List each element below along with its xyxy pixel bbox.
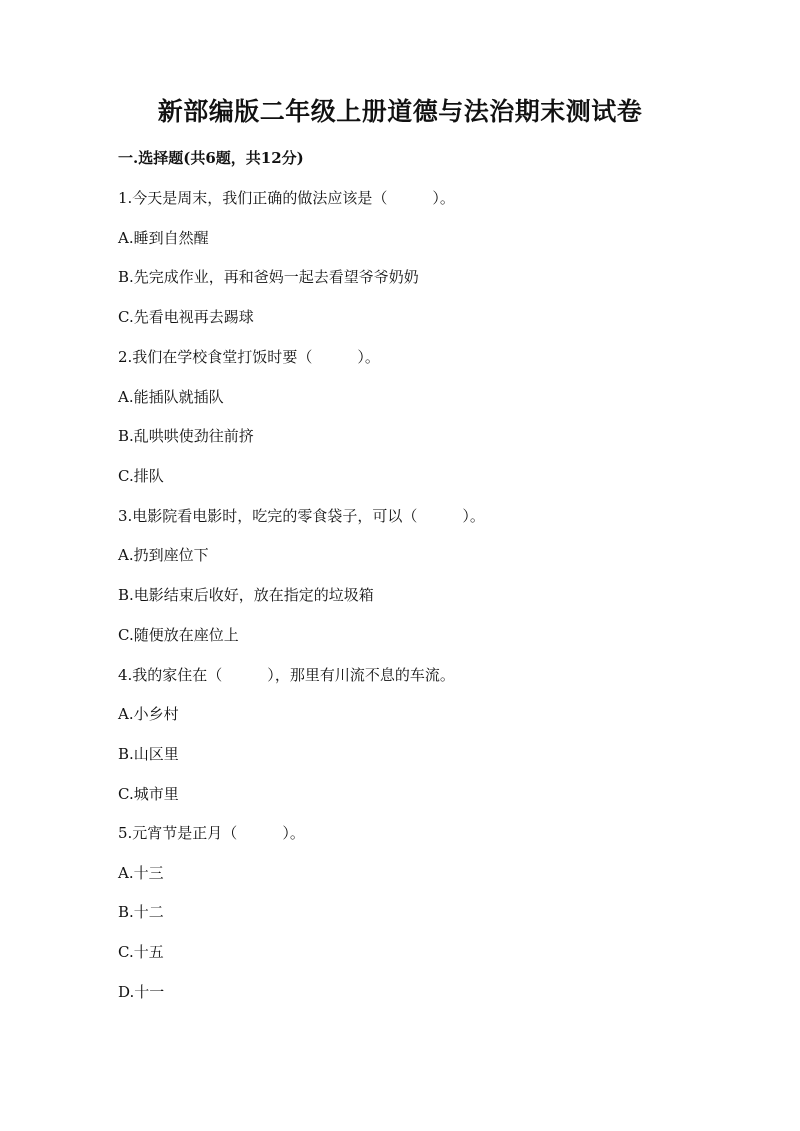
question-2-option-b: B.乱哄哄使劲往前挤 [118, 427, 254, 445]
question-4-option-b: B.山区里 [118, 745, 179, 763]
question-4-option-c: C.城市里 [118, 785, 179, 803]
question-3-option-a: A.扔到座位下 [118, 546, 209, 564]
question-5-option-b: B.十二 [118, 903, 164, 921]
question-1-option-b: B.先完成作业，再和爸妈一起去看望爷爷奶奶 [118, 268, 419, 286]
question-3-stem: 3.电影院看电影时，吃完的零食袋子，可以（ ）。 [118, 507, 485, 525]
question-3-option-b: B.电影结束后收好，放在指定的垃圾箱 [118, 586, 374, 604]
question-1-option-c: C.先看电视再去踢球 [118, 308, 254, 326]
question-1-stem: 1.今天是周末，我们正确的做法应该是（ ）。 [118, 189, 455, 207]
question-4-stem: 4.我的家住在（ ），那里有川流不息的车流。 [118, 666, 455, 684]
question-5-option-d: D.十一 [118, 983, 165, 1001]
question-2-option-c: C.排队 [118, 467, 164, 485]
question-5-stem: 5.元宵节是正月（ ）。 [118, 824, 305, 842]
question-2-stem: 2.我们在学校食堂打饭时要（ ）。 [118, 348, 380, 366]
section-heading: 一.选择题(共6题，共12分) [118, 149, 304, 167]
question-2-option-a: A.能插队就插队 [118, 388, 224, 406]
question-4-option-a: A.小乡村 [118, 705, 179, 723]
question-5-option-c: C.十五 [118, 943, 164, 961]
document-title: 新部编版二年级上册道德与法治期末测试卷 [157, 97, 643, 126]
question-1-option-a: A.睡到自然醒 [118, 229, 209, 247]
question-3-option-c: C.随便放在座位上 [118, 626, 239, 644]
question-5-option-a: A.十三 [118, 864, 164, 882]
